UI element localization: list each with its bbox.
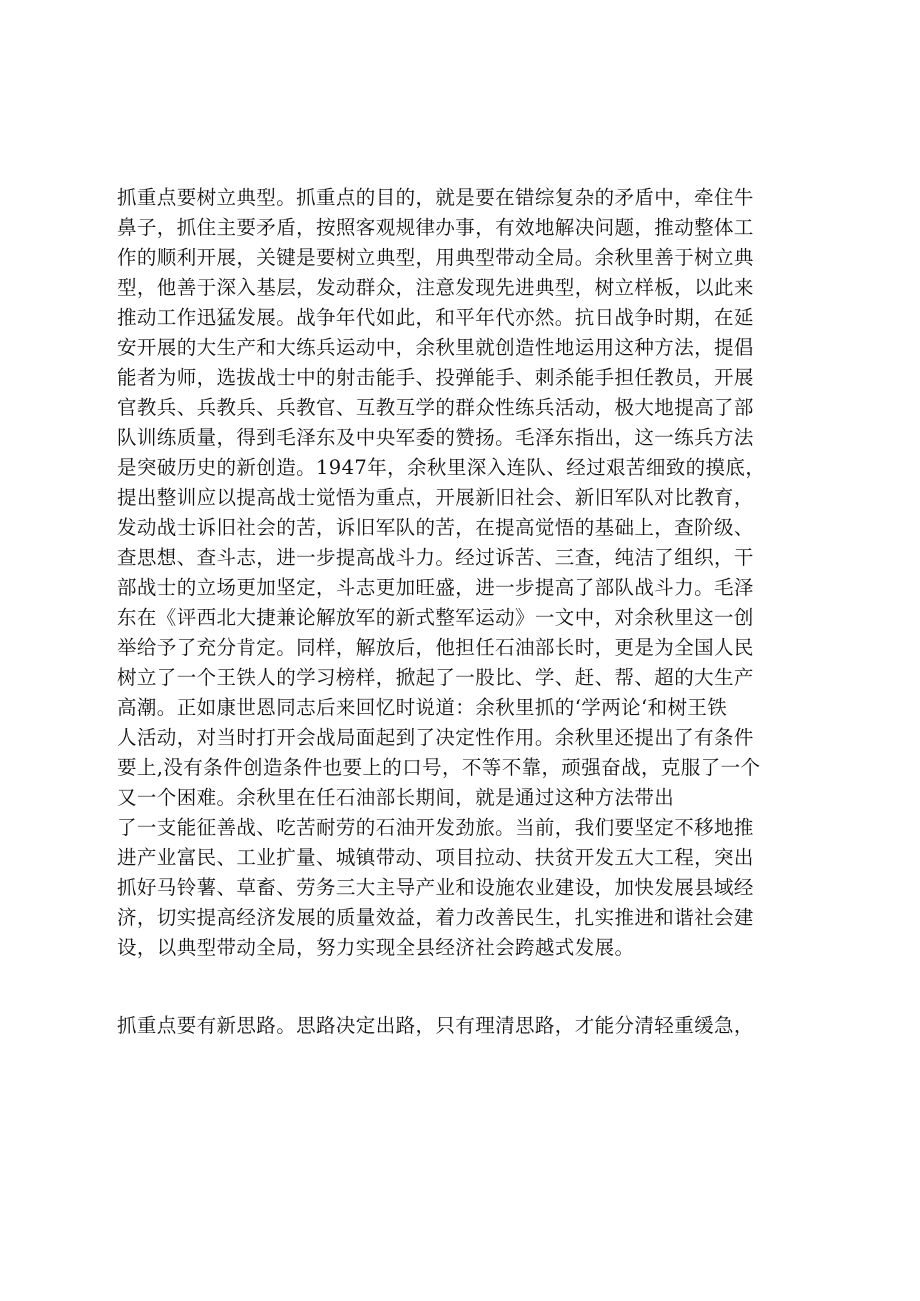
text-line: 树立了一个王铁人的学习榜样，掀起了一股比、学、赶、帮、超的大生产 xyxy=(117,666,754,689)
text-line: 型，他善于深入基层，发动群众，注意发现先进典型，树立样板，以此来 xyxy=(117,276,754,299)
text-line: 部战士的立场更加坚定，斗志更加旺盛，进一步提高了部队战斗力。毛泽 xyxy=(117,576,754,599)
text-line: 是突破历史的新创造。1947年，余秋里深入连队、经过艰苦细致的摸底， xyxy=(117,456,766,479)
text-line: 队训练质量，得到毛泽东及中央军委的赞扬。毛泽东指出，这一练兵方法 xyxy=(117,426,754,449)
text-line: 作的顺利开展，关键是要树立典型，用典型带动全局。余秋里善于树立典 xyxy=(117,246,754,269)
text-line: 推动工作迅猛发展。战争年代如此，和平年代亦然。抗日战争时期，在延 xyxy=(117,306,754,329)
text-line: 能者为师，选拔战士中的射击能手、投弹能手、刺杀能手担任教员，开展 xyxy=(117,366,754,389)
text-line: 举给予了充分肯定。同样，解放后，他担任石油部长时，更是为全国人民 xyxy=(117,636,754,659)
text-line: 安开展的大生产和大练兵运动中，余秋里就创造性地运用这种方法，提倡 xyxy=(117,336,754,359)
text-line: 进产业富民、工业扩量、城镇带动、项目拉动、扶贫开发五大工程，突出 xyxy=(117,846,754,869)
text-line: 发动战士诉旧社会的苦，诉旧军队的苦，在提高觉悟的基础上，查阶级、 xyxy=(117,516,754,539)
text-line: 设，以典型带动全局，努力实现全县经济社会跨越式发展。 xyxy=(117,936,635,959)
text-line: 要上,没有条件创造条件也要上的口号，不等不靠，顽强奋战，克服了一个 xyxy=(117,756,761,779)
text-line: 抓好马铃薯、草畜、劳务三大主导产业和设施农业建设，加快发展县域经 xyxy=(117,876,754,899)
text-line: 了一支能征善战、吃苦耐劳的石油开发劲旅。当前，我们要坚定不移地推 xyxy=(117,816,754,839)
text-line: 又一个困难。余秋里在任石油部长期间，就是通过这种方法带出 xyxy=(117,786,675,809)
text-line: 提出整训应以提高战士觉悟为重点，开展新旧社会、新旧军队对比教育， xyxy=(117,486,754,509)
text-line: 高潮。正如康世恩同志后来回忆时说道：余秋里抓的‘学两论‘和树王铁 xyxy=(117,696,728,719)
text-line: 抓重点要有新思路。思路决定出路，只有理清思路，才能分清轻重缓急， xyxy=(117,1014,754,1037)
text-line: 东在《评西北大捷兼论解放军的新式整军运动》一文中，对余秋里这一创 xyxy=(117,606,754,629)
text-line: 查思想、查斗志，进一步提高战斗力。经过诉苦、三查，纯洁了组织，干 xyxy=(117,546,754,569)
text-line: 济，切实提高经济发展的质量效益，着力改善民生，扎实推进和谐社会建 xyxy=(117,906,754,929)
text-line: 人活动，对当时打开会战局面起到了决定性作用。余秋里还提出了有条件 xyxy=(117,726,754,749)
text-line: 鼻子，抓住主要矛盾，按照客观规律办事，有效地解决问题，推动整体工 xyxy=(117,216,754,239)
text-line: 抓重点要树立典型。抓重点的目的，就是要在错综复杂的矛盾中，牵住牛 xyxy=(117,186,754,209)
text-line: 官教兵、兵教兵、兵教官、互教互学的群众性练兵活动，极大地提高了部 xyxy=(117,396,754,419)
